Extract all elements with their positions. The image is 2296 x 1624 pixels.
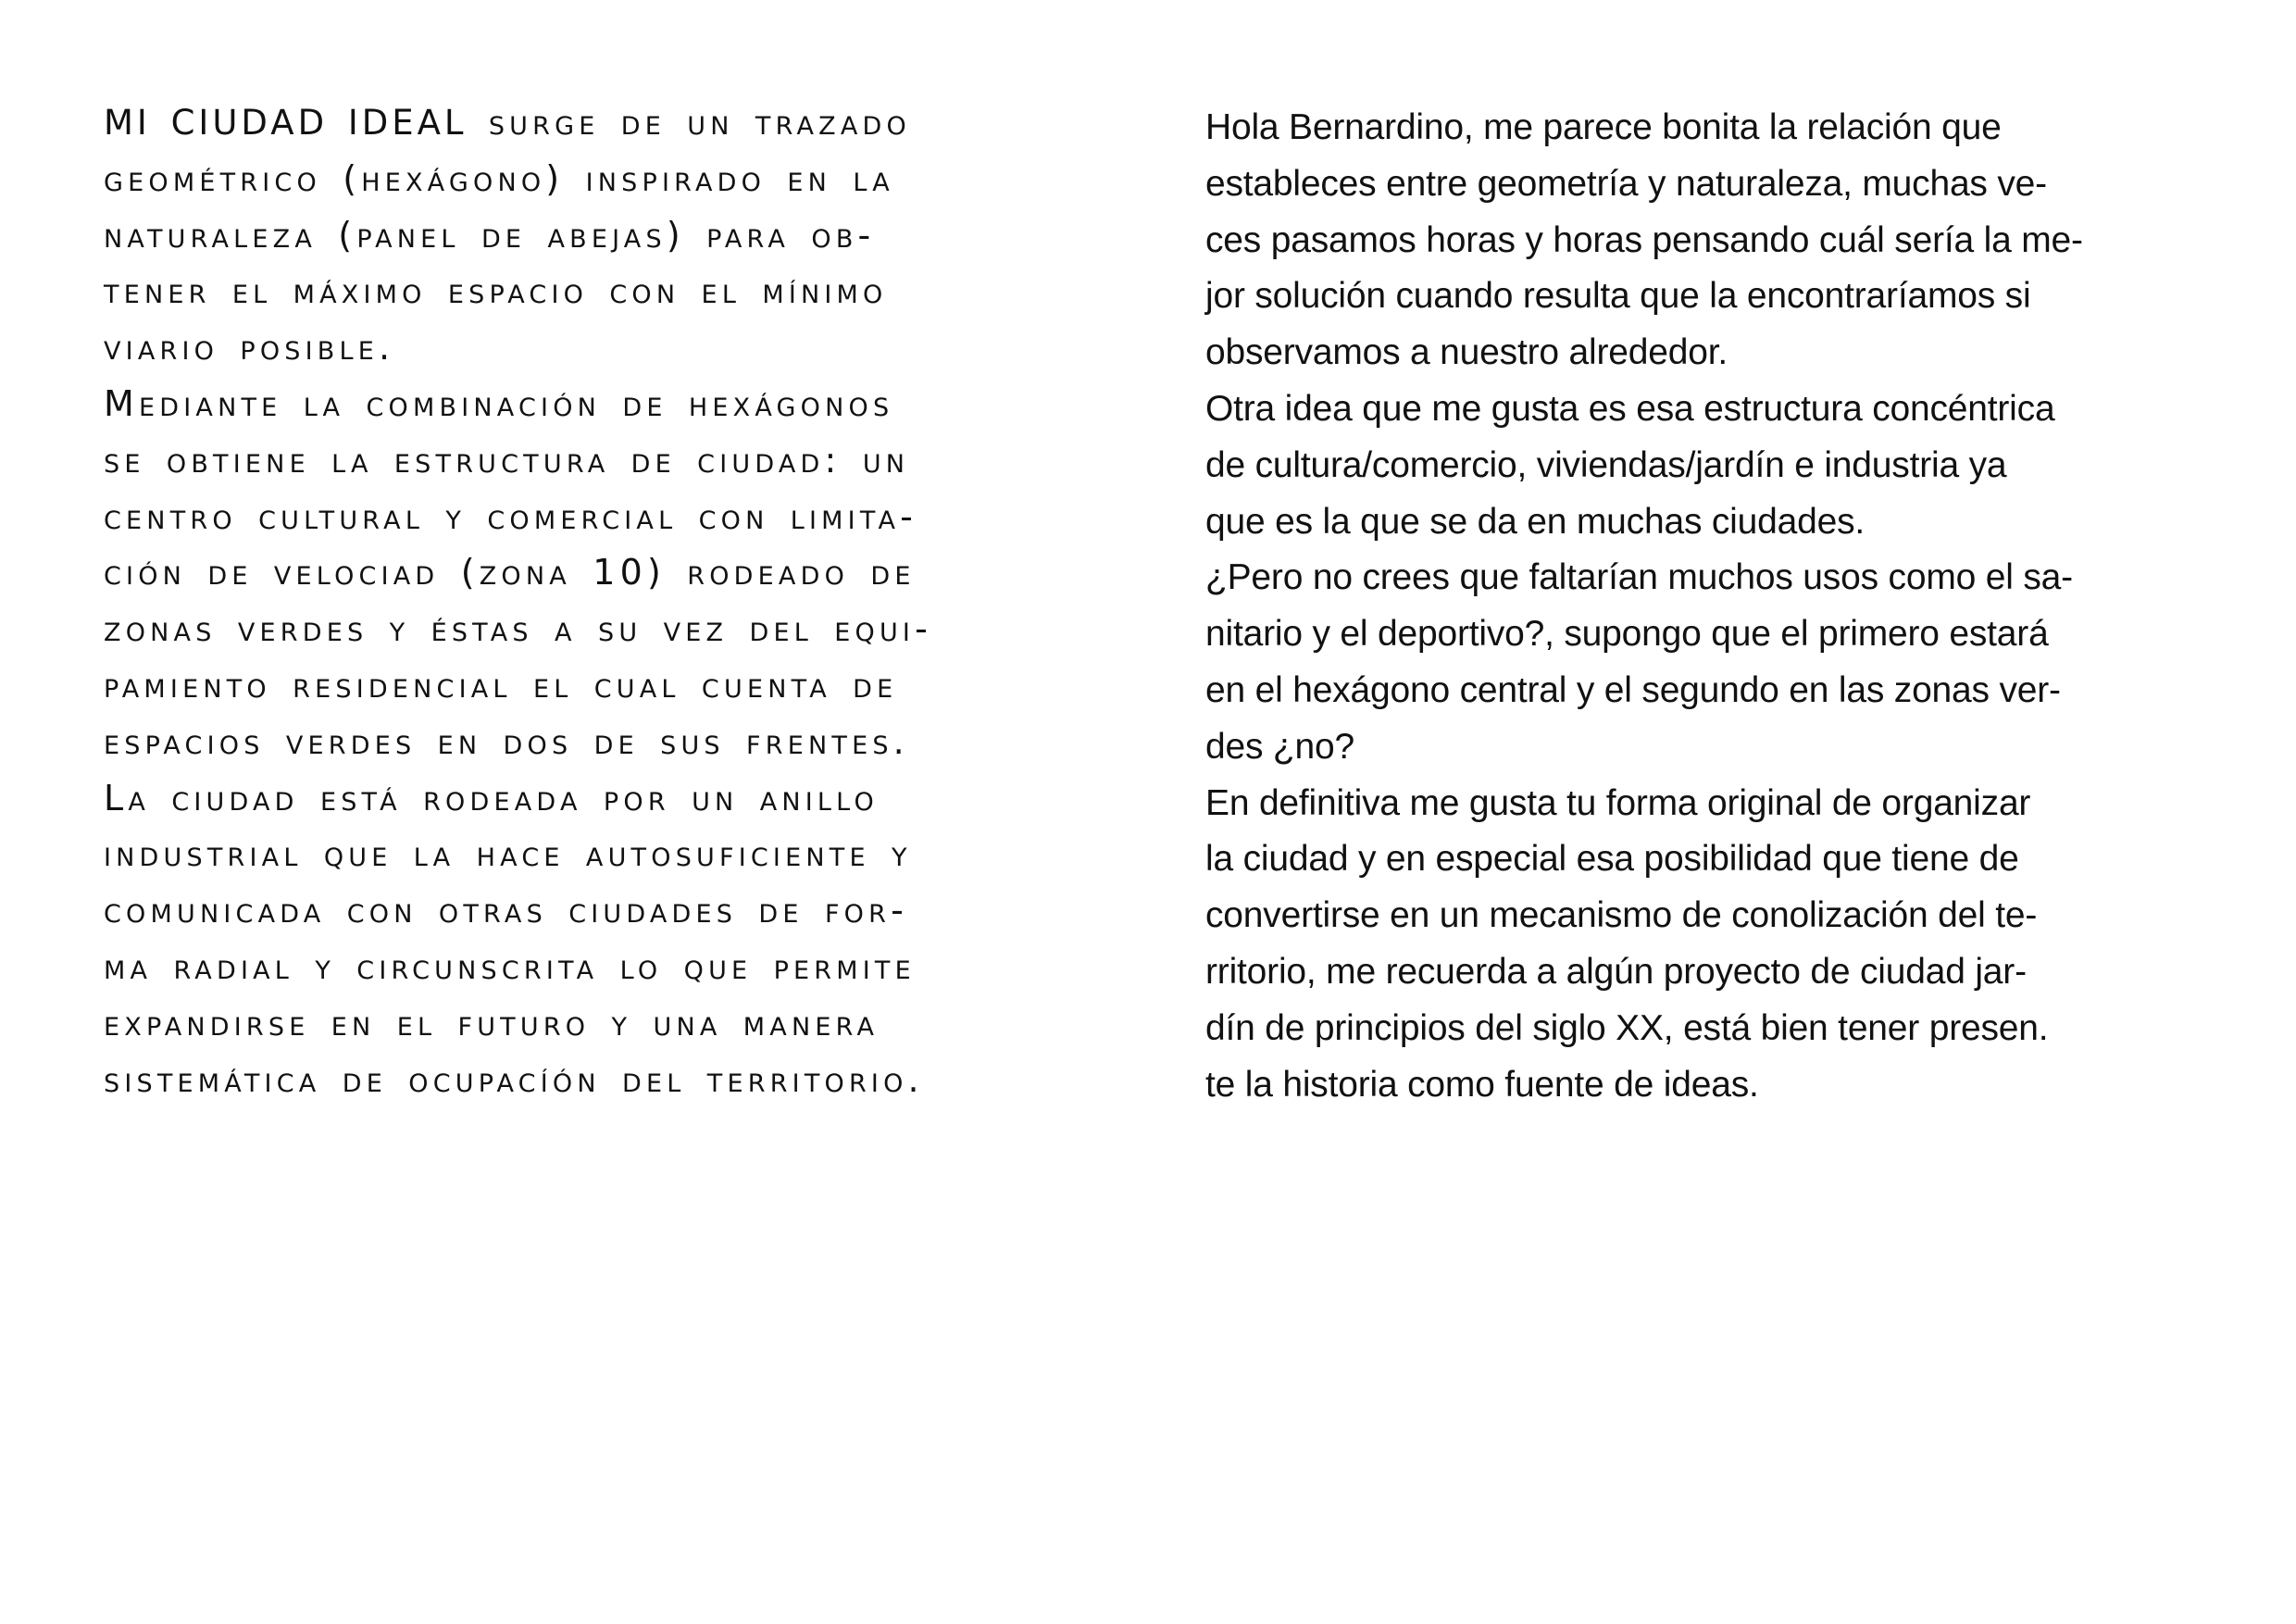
text-line: des ¿no? [1205, 726, 1355, 767]
text-line: ces pasamos horas y horas pensando cuál sería la me- [1205, 219, 2083, 260]
text-line: convertirse en un mecanismo de conolización del te- [1205, 895, 2038, 936]
text-line: dín de principios del siglo XX, está bien tener presen. [1205, 1007, 2049, 1048]
text-line: ción de velociad (zona 10) rodeado de [104, 552, 916, 593]
text-line: la ciudad y en especial esa posibilidad que tiene de [1205, 839, 2019, 880]
text-line: geométrico (hexágono) inspirado en la [104, 157, 894, 199]
text-line: naturaleza (panel de abejas) para ob- [104, 214, 876, 256]
proposal-text-column [104, 94, 1131, 1107]
text-line: centro cultural y comercial con limita- [104, 495, 918, 537]
text-line: zonas verdes y éstas a su vez del equi- [104, 608, 933, 650]
comment-text-column [1205, 100, 2242, 1113]
heading-lead: MI CIUDAD IDEAL [104, 103, 468, 143]
text-line: estableces entre geometría y naturaleza, muchas ve- [1205, 163, 2047, 204]
text-line: viario posible. [104, 327, 395, 369]
text-line: nitario y el deportivo?, supongo que el primero estará [1205, 614, 2049, 655]
text-line: Hola Bernardino, me parece bonita la relación que [1205, 107, 2002, 147]
text-line: espacios verdes en dos de sus frentes. [104, 720, 909, 762]
text-line: ma radial y circunscrita lo que permite [104, 945, 916, 987]
text-line: tener el máximo espacio con el mínimo [104, 270, 888, 312]
text-line [104, 94, 1131, 151]
text-line: rritorio, me recuerda a algún proyecto de ciudad jar- [1205, 951, 2027, 992]
text-line: Otra idea que me gusta es esa estructura concéntrica [1205, 388, 2055, 429]
text-line: jor solución cuando resulta que la encontraríamos si [1205, 276, 2031, 317]
text-line: sistemática de ocupacíón del territorio. [104, 1058, 924, 1100]
text-line: observamos a nuestro alrededor. [1205, 332, 1728, 373]
text-line: te la historia como fuente de ideas. [1205, 1064, 1759, 1105]
text-line: expandirse en el futuro y una manera [104, 1002, 880, 1043]
text-line: ¿Pero no crees que faltarían muchos usos como el sa- [1205, 557, 2073, 598]
text-line: La ciudad está rodeada por un anillo [104, 777, 879, 818]
text-line: Mediante la combinación de hexágonos [104, 382, 894, 424]
text-line: En definitiva me gusta tu forma original de organizar [1205, 782, 2031, 823]
text-line-rest: surge de un trazado [488, 102, 911, 143]
text-line: en el hexágono central y el segundo en las zonas ver- [1205, 669, 2061, 710]
text-line: pamiento residencial el cual cuenta de [104, 664, 898, 706]
text-line: industrial que la hace autosuficiente y [104, 833, 912, 875]
text-line: se obtiene la estructura de ciudad: un [104, 439, 910, 481]
text-line: que es la que se da en muchas ciudades. [1205, 501, 1866, 542]
text-line: de cultura/comercio, viviendas/jardín e industria ya [1205, 444, 2007, 485]
text-line: comunicada con otras ciudades de for- [104, 890, 909, 931]
